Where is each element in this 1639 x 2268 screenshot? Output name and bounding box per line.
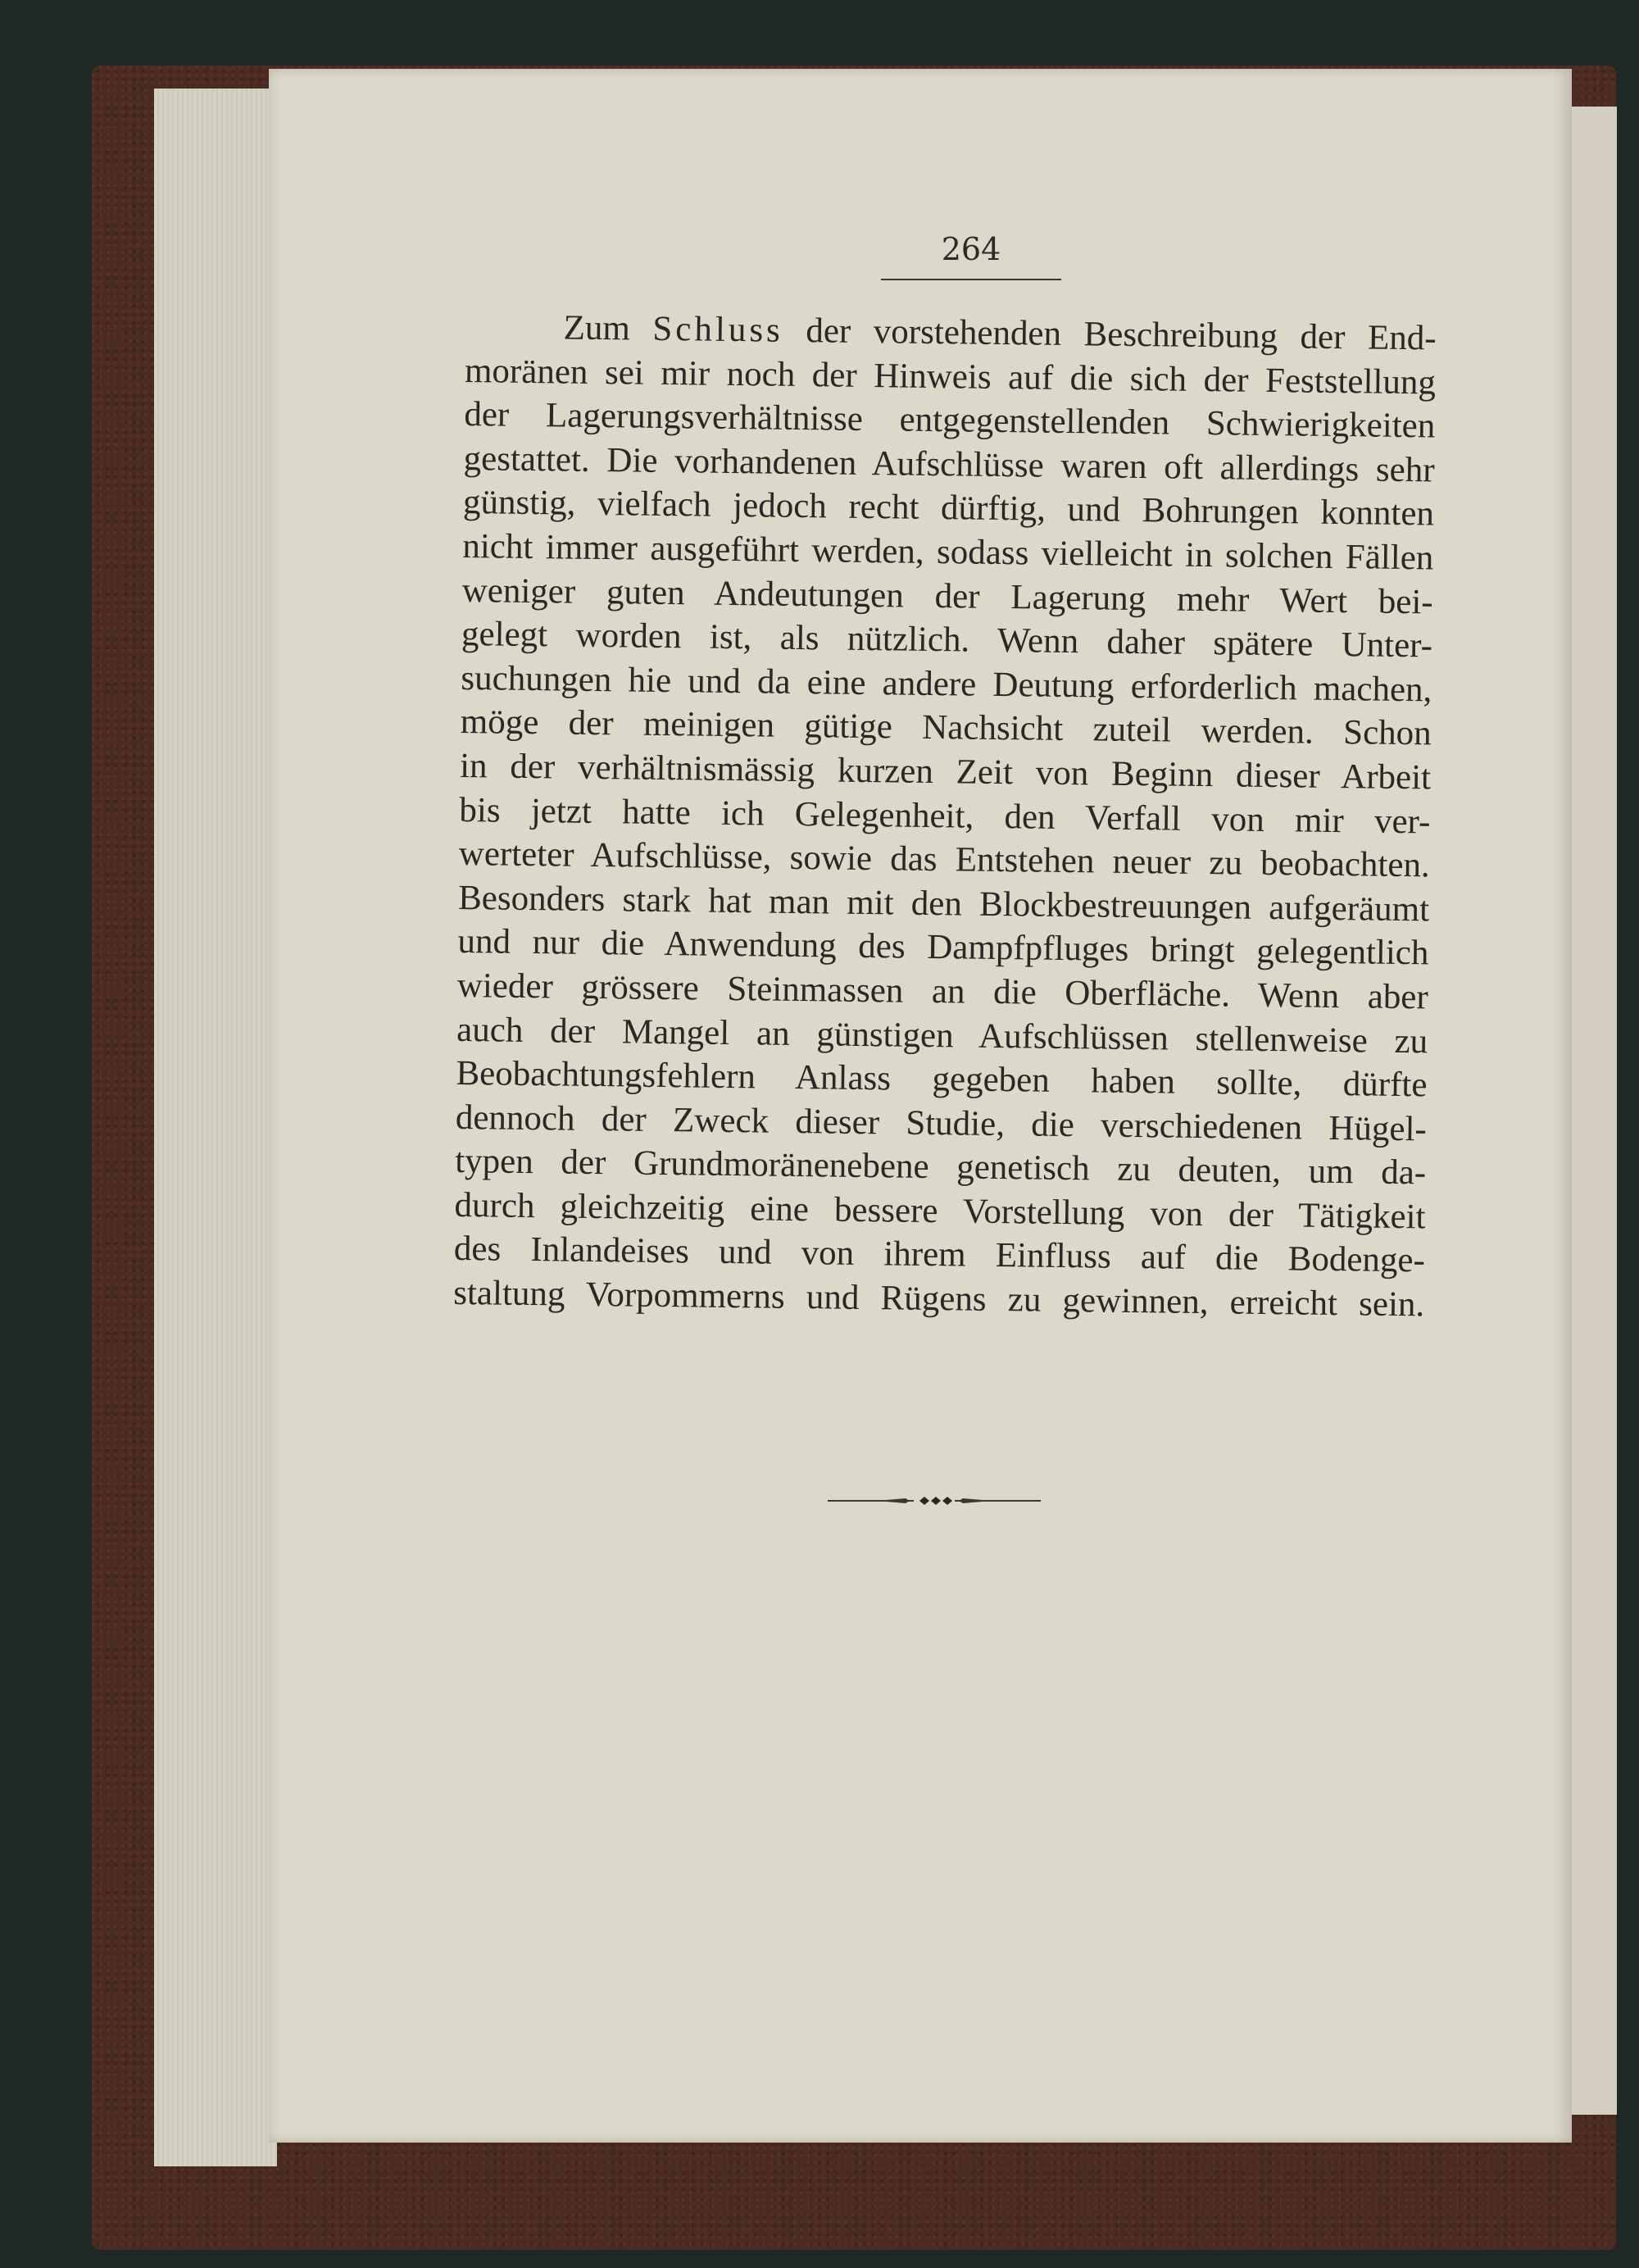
text-segment: gestattet. Die vorhandenen Aufschlüsse waren oft allerdings sehr <box>463 439 1435 490</box>
text-segment: moränen sei mir noch der Hinweis auf die sich der Feststellung <box>464 351 1437 402</box>
text-segment: bis jetzt hatte ich Gelegenheit, den Verfall von mir ver- <box>459 790 1431 841</box>
text-segment: der vorstehenden Beschreibung der End- <box>783 311 1437 358</box>
text-segment: weniger guten Andeutungen der Lagerung mehr Wert bei- <box>461 570 1433 622</box>
text-segment: Beobachtungsfehlern Anlass gegeben haben sollte, dürfte <box>456 1054 1428 1105</box>
text-segment: und nur die Anwendung des Dampfpfluges bringt gelegentlich <box>457 922 1429 973</box>
text-segment: typen der Grundmoränenebene genetisch zu deuten, um da- <box>454 1142 1427 1193</box>
page-edges <box>154 89 277 2166</box>
text-segment: Besonders stark hat man mit den Blockbestreuungen aufgeräumt <box>457 878 1430 929</box>
text-segment: staltung Vorpommerns und Rügens zu gewinnen, erreicht sein. <box>452 1273 1425 1325</box>
text-segment: wieder grössere Steinmassen an die Oberfläche. Wenn aber <box>456 966 1429 1017</box>
text-segment: auch der Mangel an günstigen Aufschlüssen stellenweise zu <box>456 1010 1428 1061</box>
text-segment: werteter Aufschlüsse, sowie das Entstehen neuer zu beobachten. <box>458 834 1431 885</box>
page-number: 264 <box>881 231 1061 280</box>
text-segment: Zum <box>563 308 653 348</box>
text-segment: des Inlandeises und von ihrem Einfluss auf die Bodenge- <box>453 1229 1426 1280</box>
emphasized-word: Schluss <box>652 309 784 350</box>
text-segment: gelegt worden ist, als nützlich. Wenn daher spätere Unter- <box>461 615 1433 666</box>
text-segment: möge der meinigen gütige Nachsicht zuteil werden. Schon <box>460 702 1432 753</box>
text-segment: in der verhältnismässig kurzen Zeit von Beginn dieser Arbeit <box>459 746 1432 798</box>
text-segment: der Lagerungsverhältnisse entgegenstellenden Schwierigkeiten <box>464 395 1436 446</box>
text-segment: nicht immer ausgeführt werden, sodass vielleicht in solchen Fällen <box>462 526 1434 578</box>
body-paragraph <box>453 305 1437 1327</box>
text-segment: suchungen hie und da eine andere Deutung erforderlich machen, <box>461 658 1432 710</box>
text-segment: günstig, vielfach jedoch recht dürftig, und Bohrungen konnten <box>462 483 1435 534</box>
text-segment: dennoch der Zweck dieser Studie, die verschiedenen Hügel- <box>455 1098 1428 1149</box>
text-segment: durch gleichzeitig eine bessere Vorstellung von der Tätigkeit <box>454 1185 1426 1237</box>
end-ornament <box>828 1492 1041 1510</box>
